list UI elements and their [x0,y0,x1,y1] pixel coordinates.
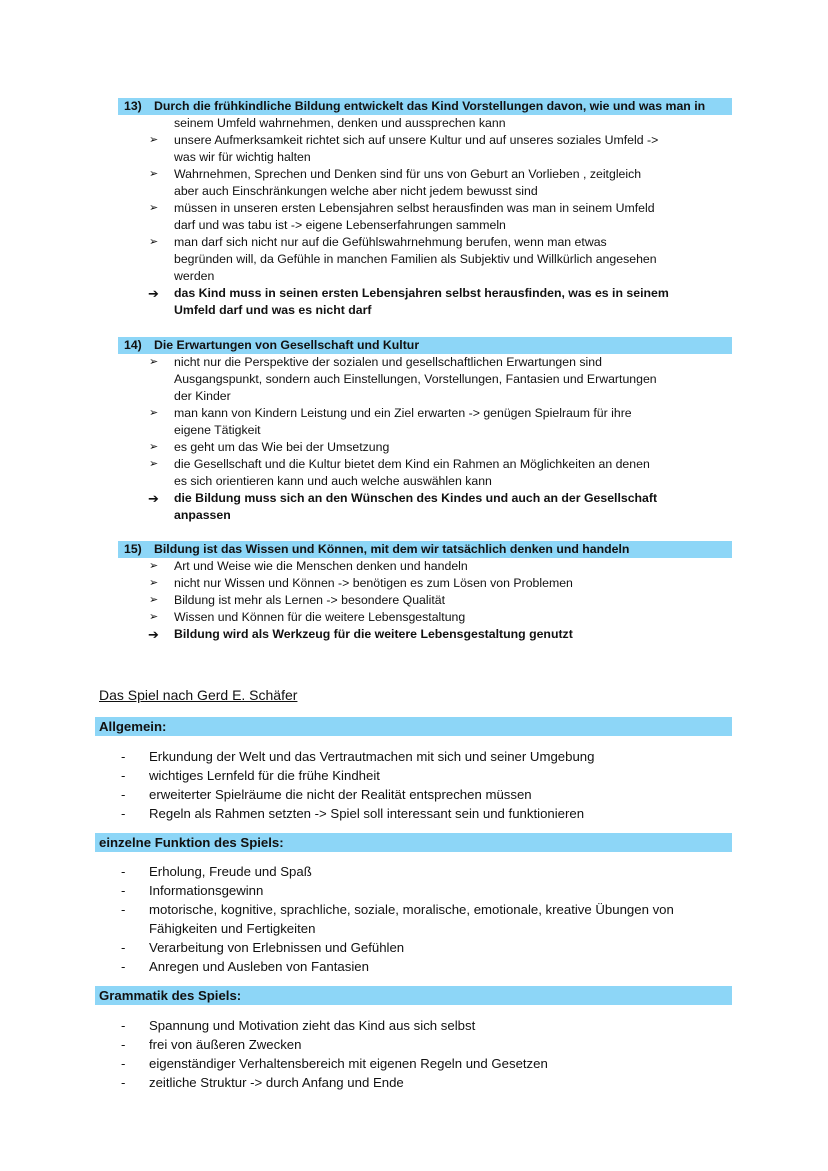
list-item-line: eigene Tätigkeit [174,423,261,437]
section-number: 13) [124,99,142,113]
list-item-text: motorische, kognitive, sprachliche, soziale, moralische, emotionale, kreative Übungen von [149,902,674,917]
list-item [118,439,732,456]
section-heading [118,541,732,558]
right-arrow-icon: ➔ [148,491,159,506]
list-item-line: der Kinder [174,389,231,403]
dash-bullet: - [121,787,126,802]
arrow-bullet-icon: ➢ [149,577,159,589]
dash-bullet: - [121,1056,126,1071]
dash-bullet: - [121,902,126,917]
dash-bullet: - [121,1075,126,1090]
conclusion-item [118,626,732,643]
bullet-list [118,354,732,524]
list-item-line: werden [174,269,215,283]
list-item [118,200,732,234]
list-item-line: unsere Aufmerksamkeit richtet sich auf unsere Kultur und auf unseres soziales Umfeld -> [174,133,659,147]
arrow-bullet-icon: ➢ [149,202,159,214]
list-item-line: begründen will, da Gefühle in manchen Familien als Subjektiv und Willkürlich angesehen [174,252,657,266]
list-item-text: eigenständiger Verhaltensbereich mit eigenen Regeln und Gesetzen [149,1056,548,1071]
list-item [118,405,732,439]
dash-bullet: - [121,1018,126,1033]
list-item-line: Bildung ist mehr als Lernen -> besondere Qualität [174,593,446,607]
section-title: Die Erwartungen von Gesellschaft und Kultur [154,338,420,352]
section-title: Durch die frühkindliche Bildung entwickelt das Kind Vorstellungen davon, wie und was man in [154,99,706,113]
dash-list [118,862,738,976]
list-item-line: Art und Weise wie die Menschen denken und handeln [174,559,468,573]
dash-bullet: - [121,749,126,764]
list-item-text: Fähigkeiten und Fertigkeiten [149,921,316,936]
list-item-line: müssen in unseren ersten Lebensjahren selbst herausfinden was man in seinem Umfeld [174,201,655,215]
right-arrow-icon: ➔ [148,627,159,642]
arrow-bullet-icon: ➢ [149,560,159,572]
list-item-line: was wir für wichtig halten [174,150,311,164]
list-item-line: nicht nur die Perspektive der sozialen und gesellschaftlichen Erwartungen sind [174,355,602,369]
list-item [118,1073,738,1092]
arrow-bullet-icon: ➢ [149,458,159,470]
conclusion-line: Umfeld darf und was es nicht darf [174,303,372,317]
conclusion-line: das Kind muss in seinen ersten Lebensjahren selbst herausfinden, was es in seinem [174,286,669,300]
list-item-line: aber auch Einschränkungen welche aber nicht jedem bewusst sind [174,184,538,198]
dash-bullet: - [121,959,126,974]
section-13 [118,98,732,319]
conclusion-item [118,490,732,524]
list-item-text: Anregen und Ausleben von Fantasien [149,959,369,974]
section-number: 14) [124,338,142,352]
conclusion-line: Bildung wird als Werkzeug für die weitere Lebensgestaltung genutzt [174,627,573,641]
conclusion-line: anpassen [174,508,231,522]
block-heading-funktion: einzelne Funktion des Spiels: [95,833,732,852]
list-item-line: die Gesellschaft und die Kultur bietet dem Kind ein Rahmen an Möglichkeiten an denen [174,457,650,471]
list-item [118,558,732,575]
list-item [118,881,738,900]
list-item [118,1035,738,1054]
right-arrow-icon: ➔ [148,286,159,301]
list-item-text: Spannung und Motivation zieht das Kind aus sich selbst [149,1018,476,1033]
list-item-line: Wahrnehmen, Sprechen und Denken sind für uns von Geburt an Vorlieben , zeitgleich [174,167,642,181]
list-item-line: man darf sich nicht nur auf die Gefühlswahrnehmung berufen, wenn man etwas [174,235,607,249]
dash-bullet: - [121,806,126,821]
list-item-line: Wissen und Können für die weitere Lebensgestaltung [174,610,466,624]
list-item-line: man kann von Kindern Leistung und ein Ziel erwarten -> genügen Spielraum für ihre [174,406,632,420]
dash-list [118,1016,738,1092]
dash-bullet: - [121,864,126,879]
arrow-bullet-icon: ➢ [149,134,159,146]
list-item [118,456,732,490]
arrow-bullet-icon: ➢ [149,168,159,180]
section-14 [118,337,732,524]
dash-bullet: - [121,1037,126,1052]
arrow-bullet-icon: ➢ [149,611,159,623]
list-item-line: darf und was tabu ist -> eigene Lebenserfahrungen sammeln [174,218,506,232]
list-item [118,862,738,881]
list-item [118,609,732,626]
list-item [118,132,732,166]
dash-bullet: - [121,883,126,898]
list-item [118,354,732,405]
bullet-list [118,558,732,643]
block-heading-grammatik: Grammatik des Spiels: [95,986,732,1005]
dash-list [118,747,738,823]
list-item-line: es sich orientieren kann und auch welche auswählen kann [174,474,492,488]
section-heading-continuation: seinem Umfeld wahrnehmen, denken und aussprechen kann [174,116,506,130]
list-item-text: Erkundung der Welt und das Vertrautmachen mit sich und seiner Umgebung [149,749,595,764]
list-item [118,766,738,785]
list-item-line: es geht um das Wie bei der Umsetzung [174,440,390,454]
list-item-text: zeitliche Struktur -> durch Anfang und Ende [149,1075,404,1090]
conclusion-item [118,285,732,319]
conclusion-line: die Bildung muss sich an den Wünschen des Kindes und auch an der Gesellschaft [174,491,658,505]
section-heading [118,337,732,354]
list-item [118,166,732,200]
list-item [118,592,732,609]
section-title: Bildung ist das Wissen und Können, mit dem wir tatsächlich denken und handeln [154,542,630,556]
list-item [118,785,738,804]
arrow-bullet-icon: ➢ [149,407,159,419]
arrow-bullet-icon: ➢ [149,441,159,453]
list-item-line: Ausgangspunkt, sondern auch Einstellungen, Vorstellungen, Fantasien und Erwartungen [174,372,657,386]
bullet-list [118,132,732,319]
page-subtitle: Das Spiel nach Gerd E. Schäfer [99,687,298,703]
list-item [118,1054,738,1073]
section-number: 15) [124,542,142,556]
list-item-line: nicht nur Wissen und Können -> benötigen es zum Lösen von Problemen [174,576,573,590]
list-item [118,575,732,592]
list-item [118,957,738,976]
arrow-bullet-icon: ➢ [149,356,159,368]
list-item-text: Erholung, Freude und Spaß [149,864,312,879]
list-item [118,804,738,823]
arrow-bullet-icon: ➢ [149,236,159,248]
section-heading [118,98,732,115]
list-item [118,747,738,766]
section-15 [118,541,732,643]
list-item-text: wichtiges Lernfeld für die frühe Kindheit [149,768,380,783]
dash-bullet: - [121,940,126,955]
dash-bullet: - [121,768,126,783]
list-item-text: Verarbeitung von Erlebnissen und Gefühlen [149,940,405,955]
list-item-text: Informationsgewinn [149,883,264,898]
list-item [118,900,738,938]
list-item [118,234,732,285]
list-item [118,938,738,957]
list-item-text: frei von äußeren Zwecken [149,1037,302,1052]
list-item [118,1016,738,1035]
list-item-text: Regeln als Rahmen setzten -> Spiel soll interessant sein und funktionieren [149,806,585,821]
block-heading-allgemein: Allgemein: [95,717,732,736]
list-item-text: erweiterter Spielräume die nicht der Realität entsprechen müssen [149,787,532,802]
arrow-bullet-icon: ➢ [149,594,159,606]
